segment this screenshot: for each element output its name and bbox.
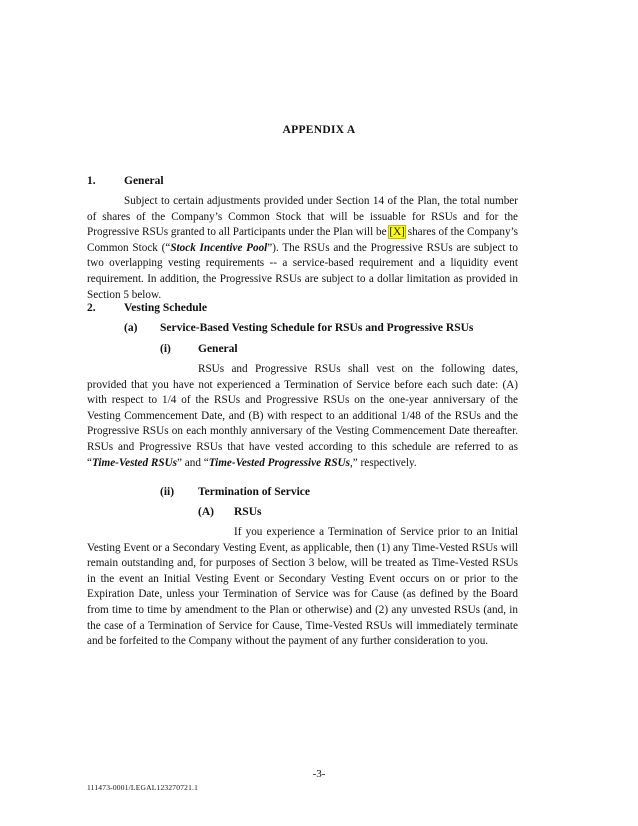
- section-1-paragraph: [87, 194, 518, 303]
- subsection-ii-title: Termination of Service: [198, 486, 311, 498]
- defined-term-time-vested-rsus: Time-Vested RSUs: [91, 456, 178, 469]
- subsection-ii-number: (ii): [160, 486, 175, 498]
- section-1-heading: [87, 175, 164, 187]
- subsection-i-paragraph: [87, 362, 518, 471]
- page-number: -3-: [312, 768, 326, 780]
- defined-term-stock-incentive-pool: Stock Incentive Pool: [170, 241, 268, 254]
- section-1-title: General: [124, 175, 164, 187]
- defined-term-time-vested-progressive-rsus: Time-Vested Progressive RSUs: [208, 456, 350, 469]
- subsection-i-text-c: ,” respectively.: [349, 456, 417, 469]
- highlighted-placeholder: [X]: [389, 226, 405, 239]
- section-2-title: Vesting Schedule: [124, 302, 207, 314]
- subsection-A-title: RSUs: [234, 506, 262, 518]
- subsection-i-heading: [160, 343, 238, 355]
- subsection-A-text: If you experience a Termination of Service prior to an Initial Vesting Event or a Secondary Vesting Event, as applicable, then (1) any Time-Vested RSUs will remain outstanding and, for purposes of Section 3 below, will be treated as Time-Vested RSUs in the event an Initial Vesting Event or Secondary Vesting Event occurs on or prior to the Expiration Date, unless your Termination of Service was for Cause (as defined by the Board from time to time by amendment to the Plan or otherwise) and (2) any unvested RSUs (and, in the case of a Termination of Service for Cause, Time-Vested RSUs will immediately terminate and be forfeited to the Company without the payment of any further consideration to you.: [87, 526, 518, 648]
- subsection-i-number: (i): [160, 343, 171, 355]
- section-1-text-c: ”). The RSUs and the Progressive RSUs are subject to two overlapping vesting requirements -- a service-based requirement and a liquidity event requirement. In addition, the Progressive RSUs are subject to a dollar limitation as provided in Section 5 below.: [87, 241, 518, 301]
- section-2-heading: [87, 302, 207, 314]
- subsection-ii-heading: [160, 486, 310, 498]
- section-1-number: 1.: [87, 175, 96, 187]
- section-2-number: 2.: [87, 302, 96, 314]
- subsection-A-paragraph: [87, 525, 518, 650]
- page-title: APPENDIX A: [282, 124, 356, 136]
- subsection-a-heading: [124, 322, 473, 334]
- subsection-a-title: Service-Based Vesting Schedule for RSUs and Progressive RSUs: [160, 322, 474, 334]
- subsection-i-text-a: RSUs and Progressive RSUs shall vest on the following dates, provided that you have not experienced a Termination of Service before each such date: (A) with respect to 1/4 of the RSUs and Progressive RSUs on the one-year anniversary of the Vesting Commencement Date, and (B) with respect to an additional 1/48 of the RSUs and the Progressive RSUs on each monthly anniversary of the Vesting Commencement Date thereafter. RSUs and Progressive RSUs that have vested according to this schedule are referred to as “: [87, 363, 518, 469]
- subsection-i-title: General: [198, 343, 238, 355]
- section-1-text-b: shares of the Company’s Common Stock (“: [87, 226, 519, 254]
- section-1-text-a: Subject to certain adjustments provided under Section 14 of the Plan, the total number of shares of the Company’s Common Stock that will be issuable for RSUs and for the Progressive RSUs granted to all Participants under the Plan will be: [87, 195, 518, 239]
- subsection-A-number: (A): [198, 506, 214, 518]
- subsection-i-text-b: ” and “: [177, 456, 209, 469]
- subsection-a-number: (a): [124, 322, 138, 334]
- document-id: 111473-0001/LEGAL123270721.1: [87, 783, 199, 792]
- subsection-A-heading: [198, 506, 261, 518]
